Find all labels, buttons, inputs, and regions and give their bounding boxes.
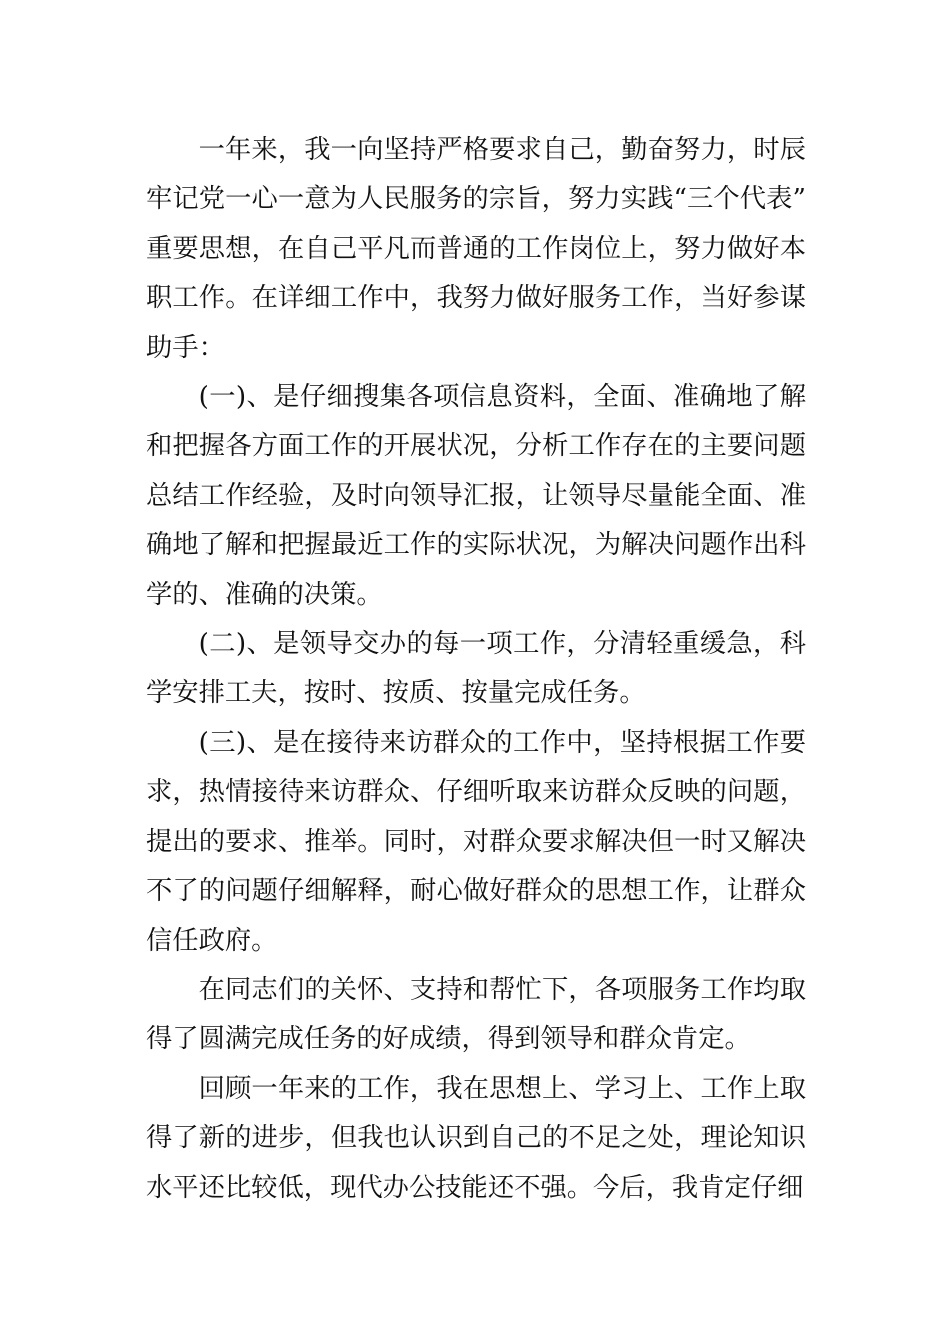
paragraph-item-3: (三)、是在接待来访群众的工作中，坚持根据工作要求，热情接待来访群众、仔细听取来访群众反映的问题，提出的要求、推举。同时，对群众要求解决但一时又解决不了的问题仔细解释，耐心做好群众的思想工作，让群众信任政府。	[146, 727, 806, 956]
paragraph-intro: 一年来，我一向坚持严格要求自己，勤奋努力，时辰牢记党一心一意为人民服务的宗旨，努力实践“三个代表”重要思想，在自己平凡而普通的工作岗位上，努力做好本职工作。在详细工作中，我努力做好服务工作，当好参谋助手：	[146, 135, 806, 363]
document-body	[146, 126, 806, 1213]
paragraph-item-2: (二)、是领导交办的每一项工作，分清轻重缓急，科学安排工夫，按时、按质、按量完成任务。	[146, 629, 806, 709]
paragraph-item-1: (一)、是仔细搜集各项信息资料，全面、准确地了解和把握各方面工作的开展状况，分析工作存在的主要问题总结工作经验，及时向领导汇报，让领导尽量能全面、准确地了解和把握最近工作的实际状况，为解决问题作出科学的、准确的决策。	[146, 382, 806, 610]
paragraph-review: 回顾一年来的工作，我在思想上、学习上、工作上取得了新的进步，但我也认识到自己的不足之处，理论知识水平还比较低，现代办公技能还不强。今后，我肯定仔细	[146, 1073, 806, 1203]
paragraph-achievement: 在同志们的关怀、支持和帮忙下，各项服务工作均取得了圆满完成任务的好成绩，得到领导和群众肯定。	[146, 974, 806, 1055]
